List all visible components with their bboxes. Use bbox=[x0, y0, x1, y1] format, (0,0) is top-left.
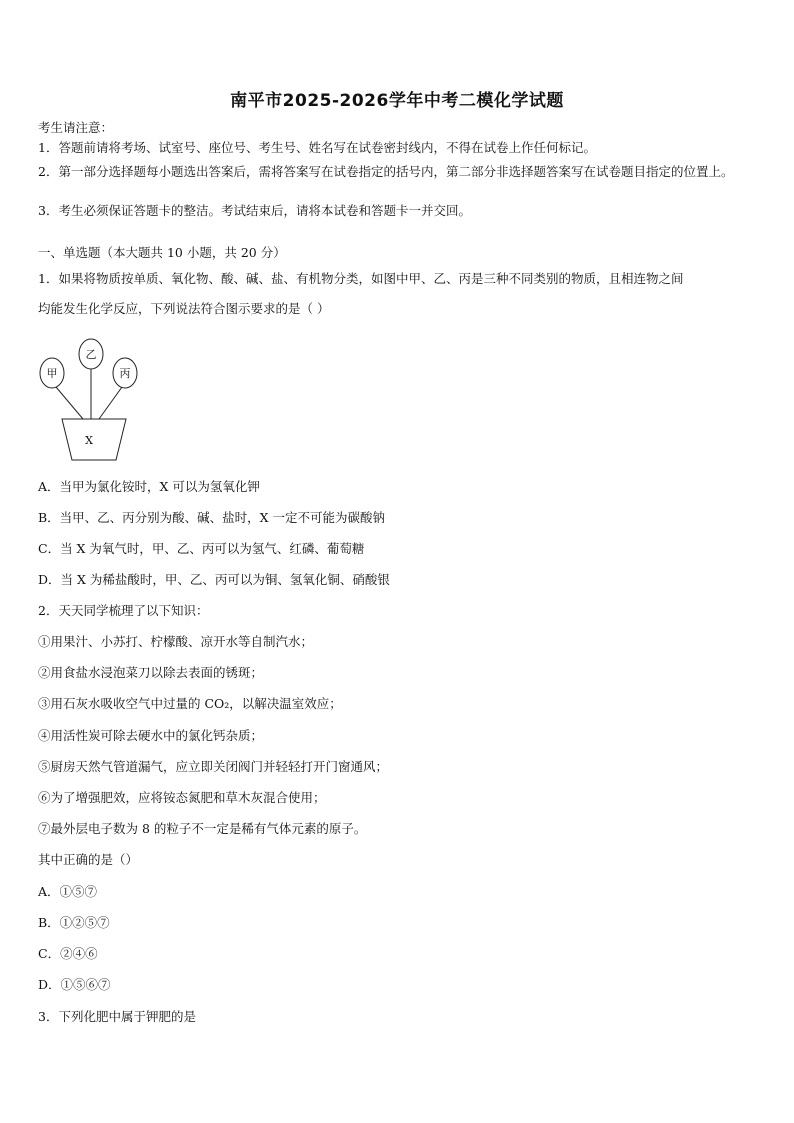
question-2-item: ①用果汁、小苏打、柠檬酸、凉开水等自制汽水； bbox=[38, 634, 314, 649]
notice-heading: 考生请注意： bbox=[38, 120, 114, 135]
question-2-option: A．①⑤⑦ bbox=[38, 884, 98, 899]
question-1-option: D．当 X 为稀盐酸时，甲、乙、丙可以为铜、氢氧化铜、硝酸银 bbox=[38, 572, 390, 587]
diagram-label-bing: 丙 bbox=[119, 367, 131, 380]
question-2-item: ⑥为了增强肥效，应将铵态氮肥和草木灰混合使用； bbox=[38, 790, 326, 805]
question-2-option: C．②④⑥ bbox=[38, 946, 98, 961]
diagram-stem bbox=[99, 387, 122, 419]
question-1-option: C．当 X 为氧气时，甲、乙、丙可以为氢气、红磷、葡萄糖 bbox=[38, 541, 365, 556]
question-2-item: ②用食盐水浸泡菜刀以除去表面的锈斑； bbox=[38, 665, 264, 680]
diagram-label-x: X bbox=[85, 434, 93, 447]
page-title: 南平市2025-2026学年中考二模化学试题 bbox=[230, 91, 564, 111]
question-2-prompt: 其中正确的是（） bbox=[38, 852, 139, 867]
diagram-pot bbox=[62, 419, 126, 460]
question-2-option: B．①②⑤⑦ bbox=[38, 915, 110, 930]
question-2-item: ⑦最外层电子数为 8 的粒子不一定是稀有气体元素的原子。 bbox=[38, 821, 367, 836]
question-2-stem: 2．天天同学梳理了以下知识： bbox=[38, 603, 209, 618]
question-1-stem: 均能发生化学反应，下列说法符合图示要求的是（ ） bbox=[38, 301, 330, 316]
flower-pot-diagram bbox=[36, 336, 146, 464]
question-2-option: D．①⑤⑥⑦ bbox=[38, 977, 111, 992]
question-1-stem: 1．如果将物质按单质、氧化物、酸、碱、盐、有机物分类，如图中甲、乙、丙是三种不同类别的物质，且相连物之间 bbox=[38, 271, 684, 286]
question-2-item: ④用活性炭可除去硬水中的氯化钙杂质； bbox=[38, 728, 264, 743]
question-3-stem: 3．下列化肥中属于钾肥的是 bbox=[38, 1009, 196, 1024]
notice-item: 1．答题前请将考场、试室号、座位号、考生号、姓名写在试卷密封线内，不得在试卷上作任何标记。 bbox=[38, 140, 596, 155]
diagram-label-yi: 乙 bbox=[85, 348, 97, 361]
diagram-stem bbox=[56, 387, 83, 419]
diagram-label-jia: 甲 bbox=[46, 367, 58, 380]
question-2-item: ⑤厨房天然气管道漏气，应立即关闭阀门并轻轻打开门窗通风； bbox=[38, 759, 389, 774]
section-title: 一、单选题（本大题共 10 小题，共 20 分） bbox=[38, 245, 286, 260]
question-2-item: ③用石灰水吸收空气中过量的 CO₂，以解决温室效应； bbox=[38, 696, 342, 711]
notice-item: 2．第一部分选择题每小题选出答案后，需将答案写在试卷指定的括号内，第二部分非选择题答案写在试卷题目指定的位置上。 bbox=[38, 164, 734, 179]
notice-item: 3．考生必须保证答题卡的整洁。考试结束后，请将本试卷和答题卡一并交回。 bbox=[38, 203, 471, 218]
question-1-option: B．当甲、乙、丙分别为酸、碱、盐时，X 一定不可能为碳酸钠 bbox=[38, 510, 386, 525]
question-1-option: A．当甲为氯化铵时，X 可以为氢氧化钾 bbox=[38, 479, 260, 494]
